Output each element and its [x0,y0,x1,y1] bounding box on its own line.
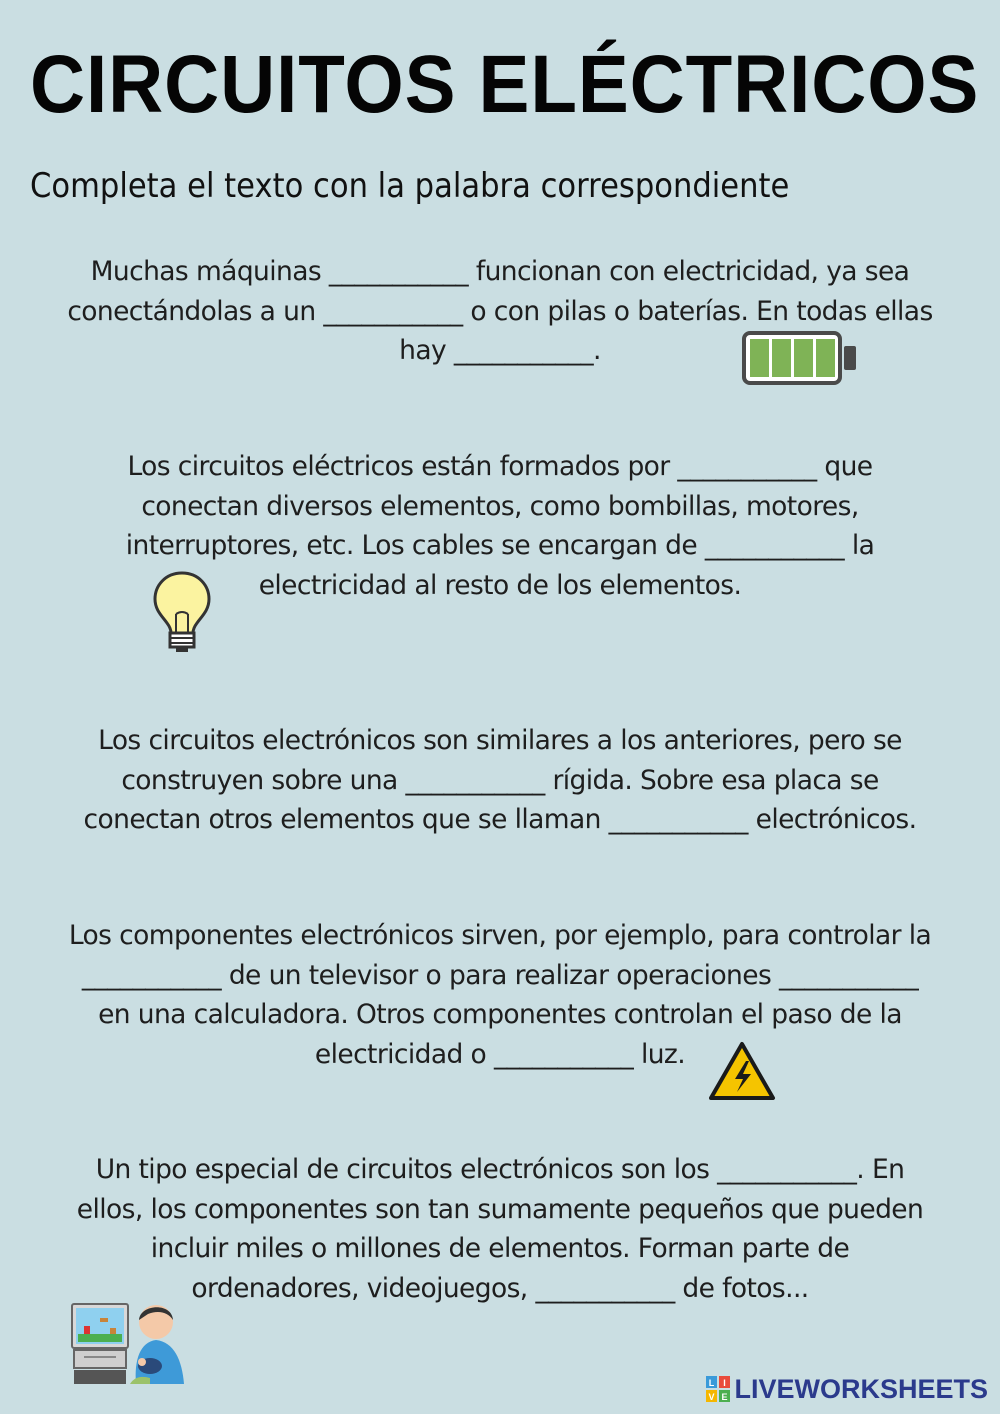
battery-icon [741,330,859,386]
paragraph-3 [20,721,980,840]
liveworksheets-logo-icon [706,1376,730,1402]
svg-text:L: L [709,1378,715,1388]
paragraph-line: conectan otros elementos que se llaman ___________ electrónicos. [83,804,917,835]
liveworksheets-wordmark: LIVEWORKSHEETS [734,1373,988,1404]
paragraph-line: Los circuitos electrónicos son similares a los anteriores, pero se [98,725,902,756]
paragraph-line: conectándolas a un ___________ o con pilas o baterías. En todas ellas [67,295,933,327]
paragraph-line: Los componentes electrónicos sirven, por ejemplo, para controlar la [68,920,932,951]
paragraph-line: ___________ de un televisor o para realizar operaciones ___________ [81,959,919,991]
paragraph-line: Los circuitos eléctricos están formados por ___________ que [127,451,873,482]
paragraph-5 [20,1150,980,1308]
paragraph-line: ellos, los componentes son tan sumamente pequeños que pueden [76,1193,924,1225]
paragraph-4 [20,916,980,1074]
svg-text:E: E [721,1392,728,1402]
page-title: CIRCUITOS ELÉCTRICOS [30,39,980,130]
paragraph-line: electricidad al resto de los elementos. [258,569,742,601]
paragraph-line: interruptores, etc. Los cables se encargan de ___________ la [125,530,875,561]
svg-text:I: I [723,1378,727,1388]
paragraph-line: hay ___________. [399,335,601,366]
child-playing-videogame-icon [70,1300,188,1386]
paragraph-line: incluir miles o millones de elementos. Forman parte de [150,1233,850,1264]
paragraph-line: construyen sobre una ___________ rígida. Sobre esa placa se [121,764,879,796]
paragraph-line: en una calculadora. Otros componentes controlan el paso de la [98,999,902,1030]
paragraph-line: Un tipo especial de circuitos electrónicos son los ___________. En [95,1154,905,1185]
svg-text:V: V [708,1392,715,1402]
liveworksheets-logo [706,1374,988,1404]
paragraph-line: conectan diversos elementos, como bombillas, motores, [141,490,859,522]
paragraph-line: electricidad o ___________ luz. [314,1038,686,1070]
light-bulb-icon [152,570,212,654]
paragraph-line: Muchas máquinas ___________ funcionan con electricidad, ya sea [90,256,910,287]
instructions-subtitle: Completa el texto con la palabra correspondiente [30,166,790,206]
high-voltage-warning-icon [708,1041,776,1101]
paragraph-line: ordenadores, videojuegos, ___________ de fotos... [191,1272,809,1304]
